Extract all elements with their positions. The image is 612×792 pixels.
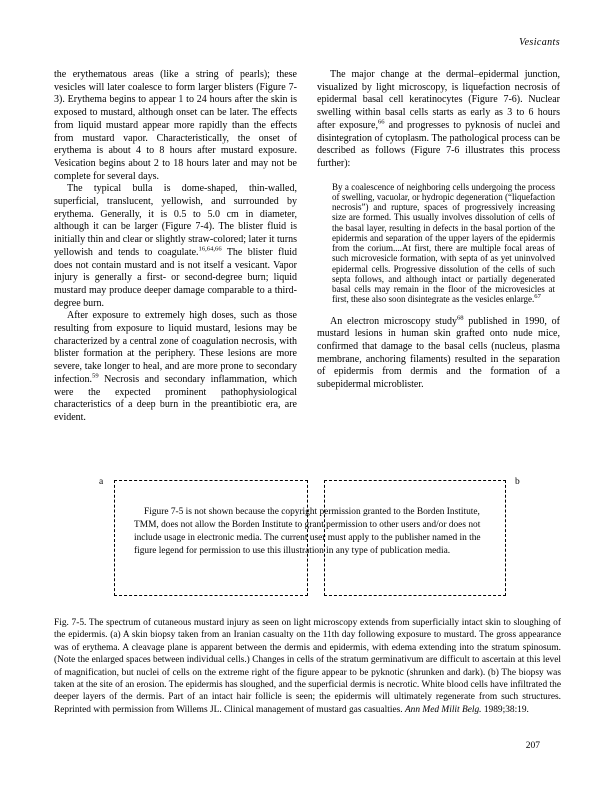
footnote-reference: 59 [92,372,99,380]
figure-panel-label-a: a [99,477,104,487]
figure-caption [54,617,561,716]
figure-placeholder-area [54,479,560,599]
paragraph: the erythematous areas (like a string of pearls); these vesicles will later coalesce to form larger blisters (Figure 7-3). Erythema begins to appear 1 to 24 hours after the skin is exposed to mustard, although onset can be later. The effects from liquid mustard appear more rapidly than the effects from mustard vapor. Characteristically, the onset of erythema is about 4 to 8 hours after mustard exposure. Vesication begins about 2 to 18 hours later and may not be complete for several days. [54,69,297,182]
left-column [54,69,297,425]
block-quote [332,182,555,305]
paragraph [54,183,297,310]
footnote-reference: 66 [377,118,385,126]
paragraph-text: The blister fluid does not contain mustard and is not itself a vesicant. Vapor injury is generally a first- or second-degree burn; liquid mustard may produce deeper damage comparable to a third-degree burn. [54,246,298,309]
caption-text: 1989;38:19. [481,704,529,715]
journal-name: Ann Med Milit Belg. [404,704,482,715]
paragraph [317,316,560,392]
paragraph-text: After exposure to extremely high doses, such as those resulting from exposure to liquid mustard, lesions may be characterized by a central zone of coagulation necrosis, with blister formation at the periphery. These lesions are more severe, take longer to heal, and are more prone to secondary infection. [54,310,297,385]
paragraph [54,310,297,424]
quote-text: By a coalescence of neighboring cells undergoing the process of swelling, vacuolar, or hydropic degeneration (“liquefaction necrosis”) and rupture, spaces of progressively increasing size are formed. This usually involves dissolution of cells of the basal layer, resulting in defects in the basal portion of the epidermis and separation of the upper layers of the epidermis from the corium....At first, there are multiple focal areas of such microvesicle formation, with septa of as yet uninvolved epidermal cells. Progressive dissolution of the cells of such septa follows, and although intact or partially degenerated basal cells may remain in the floor of the microvesicles at first, these also soon disintegrate as the vesicles enlarge. [332,181,555,305]
paragraph-text: Necrosis and secondary inflammation, which were the expected prominent pathophysiological characteristics of a deep burn in the preantibiotic era, are evident. [54,373,297,423]
paragraph-text: The typical bulla is dome-shaped, thin-walled, superficial, translucent, yellowish, and surrounded by erythema. Generally, it is 0.5 to 5.0 cm in diameter, although it can be larger (Figure 7-4). The blister fluid is initially thin and clear or slightly straw-colored; later it turns yellowish and tends to coagulate. [54,183,297,258]
copyright-permission-notice: Figure 7-5 is not shown because the copyright permission granted to the Borden Institute, TMM, does not allow the Borden Institute to grant permission to other users and/or does not include usage in electronic media. The current user must apply to the publisher named in the figure legend for permission to use this illustration in any type of publication media. [134,507,481,557]
page-number: 207 [525,741,540,751]
paragraph [317,69,560,171]
right-column [317,69,560,425]
running-head: Vesicants [519,37,560,48]
caption-text: Fig. 7-5. The spectrum of cutaneous mustard injury as seen on light microscopy extends from superficially intact skin to sloughing of the epidermis. (a) A skin biopsy taken from an Iranian casualty on the 11th day following exposure to mustard. The gross appearance was of erythema. A cleavage plane is apparent between the dermis and epidermis, with edema extending into the stratum spinosum. (Note the enlarged spaces between individual cells.) Changes in cells of the stratum germinativum are difficult to ascertain at this level of magnification, but nuclei of cells on the extreme right of the figure appear to be pyknotic (shrunken and dark). (b) The biopsy was taken at the site of an erosion. The epidermis has sloughed, and the superficial dermis is necrotic. White blood cells have infiltrated the deeper layers of the dermis. Part of an intact hair follicle is seen; the epidermis will ultimately regenerate from such structures. Reprinted with permission from Willems JL. Clinical management of mustard gas casualties. [54,618,561,715]
paragraph-text: The major change at the dermal–epidermal junction, visualized by light microscopy, is liquefaction necrosis of epidermal basal cell keratinocytes (Figure 7-6). Nuclear swelling within basal cells starts as early as 3 to 6 hours after exposure, [317,69,560,131]
footnote-reference: 67 [534,293,541,301]
paragraph-text: and progresses to pyknosis of nuclei and disintegration of cytoplasm. The pathological process can be described as follows (Figure 7-6 illustrates this process further): [317,119,560,169]
figure-panel-label-b: b [515,477,520,487]
paragraph-text: An electron microscopy study [330,315,457,327]
footnote-reference: 68 [456,314,464,322]
two-column-text-block [54,69,560,425]
footnote-reference: 16,64,66 [198,245,222,253]
paragraph-text: published in 1990, of mustard lesions in human skin grafted onto nude mice, confirmed that damage to the basal cells (nucleus, plasma membrane, anchoring filaments) resulted in the separation of epidermis from dermis and the formation of a subepidermal microblister. [317,315,561,391]
